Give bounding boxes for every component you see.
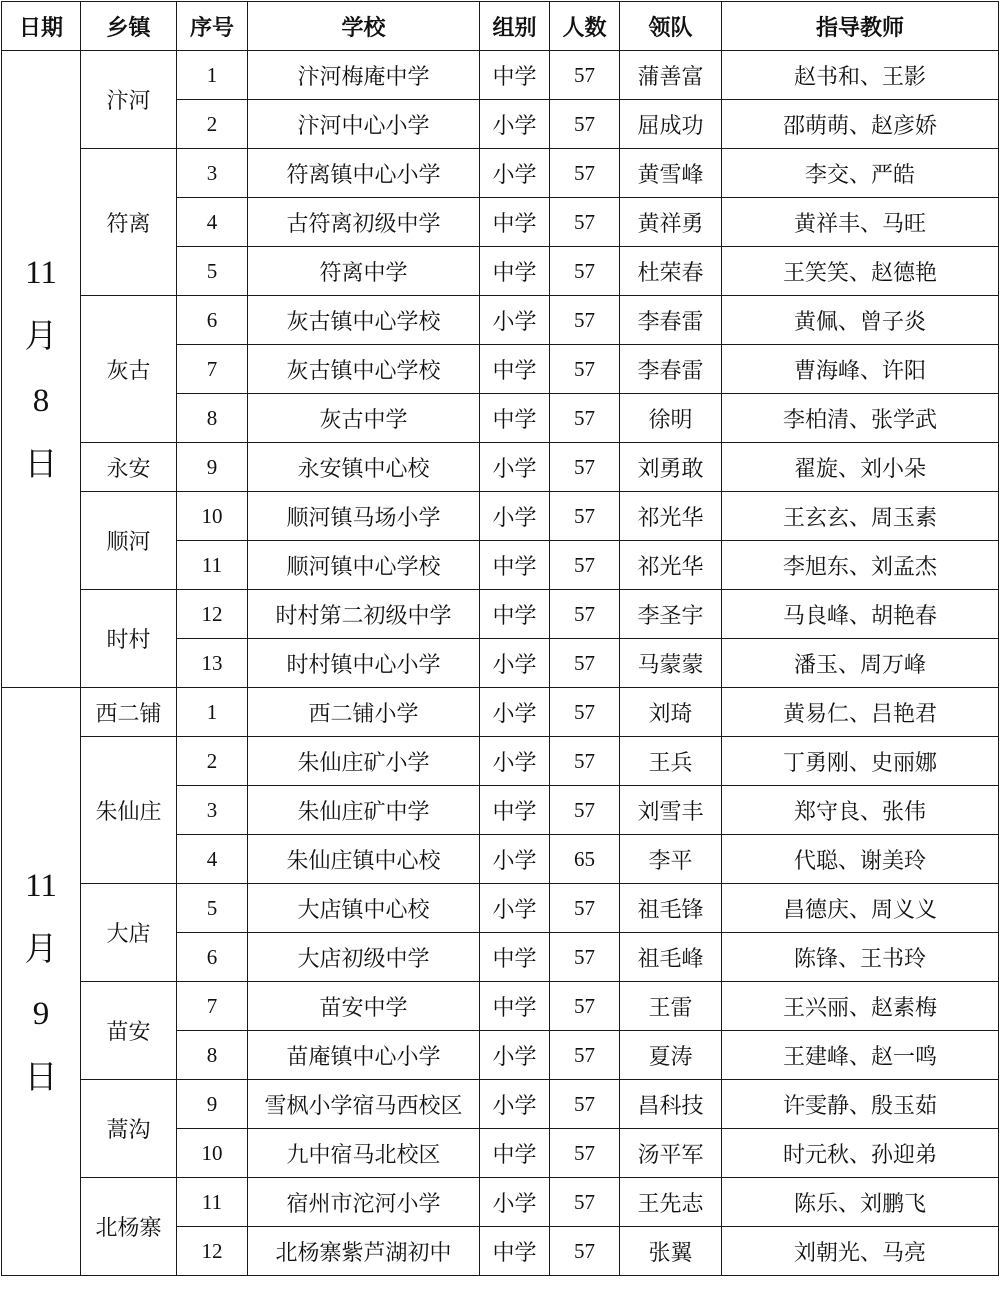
- school-cell: 符离中学: [248, 247, 480, 296]
- header-teachers: 指导教师: [722, 2, 999, 51]
- group-cell: 小学: [480, 884, 550, 933]
- town-cell: 时村: [81, 590, 177, 688]
- seq-cell: 4: [177, 835, 248, 884]
- leader-cell: 夏涛: [620, 1031, 722, 1080]
- teachers-cell: 陈锋、王书玲: [722, 933, 999, 982]
- count-cell: 57: [550, 933, 620, 982]
- leader-cell: 王兵: [620, 737, 722, 786]
- school-cell: 顺河镇中心学校: [248, 541, 480, 590]
- school-cell: 宿州市沱河小学: [248, 1178, 480, 1227]
- teachers-cell: 昌德庆、周义义: [722, 884, 999, 933]
- table-row: [2, 590, 999, 639]
- teachers-cell: 丁勇刚、史丽娜: [722, 737, 999, 786]
- group-cell: 小学: [480, 443, 550, 492]
- count-cell: 57: [550, 394, 620, 443]
- group-cell: 小学: [480, 835, 550, 884]
- leader-cell: 李春雷: [620, 296, 722, 345]
- count-cell: 57: [550, 982, 620, 1031]
- seq-cell: 3: [177, 786, 248, 835]
- group-cell: 中学: [480, 590, 550, 639]
- town-cell: 永安: [81, 443, 177, 492]
- count-cell: 57: [550, 149, 620, 198]
- count-cell: 57: [550, 100, 620, 149]
- teachers-cell: 黄易仁、吕艳君: [722, 688, 999, 737]
- count-cell: 57: [550, 443, 620, 492]
- date-line: 11: [25, 867, 57, 904]
- leader-cell: 马蒙蒙: [620, 639, 722, 688]
- count-cell: 57: [550, 541, 620, 590]
- table-row: [2, 982, 999, 1031]
- table-row: [2, 492, 999, 541]
- teachers-cell: 黄祥丰、马旺: [722, 198, 999, 247]
- leader-cell: 王雷: [620, 982, 722, 1031]
- teachers-cell: 马良峰、胡艳春: [722, 590, 999, 639]
- leader-cell: 昌科技: [620, 1080, 722, 1129]
- date-line: 月: [24, 319, 58, 355]
- count-cell: 57: [550, 296, 620, 345]
- teachers-cell: 王玄玄、周玉素: [722, 492, 999, 541]
- seq-cell: 7: [177, 345, 248, 394]
- school-cell: 苗庵镇中心小学: [248, 1031, 480, 1080]
- school-cell: 永安镇中心校: [248, 443, 480, 492]
- group-cell: 中学: [480, 198, 550, 247]
- leader-cell: 张翼: [620, 1227, 722, 1276]
- town-cell: 大店: [81, 884, 177, 982]
- group-cell: 小学: [480, 639, 550, 688]
- group-cell: 中学: [480, 51, 550, 100]
- seq-cell: 7: [177, 982, 248, 1031]
- leader-cell: 蒲善富: [620, 51, 722, 100]
- seq-cell: 1: [177, 688, 248, 737]
- school-cell: 大店镇中心校: [248, 884, 480, 933]
- header-date: 日期: [2, 2, 81, 51]
- seq-cell: 12: [177, 1227, 248, 1276]
- school-cell: 灰古镇中心学校: [248, 345, 480, 394]
- leader-cell: 黄雪峰: [620, 149, 722, 198]
- teachers-cell: 翟旋、刘小朵: [722, 443, 999, 492]
- school-cell: 灰古镇中心学校: [248, 296, 480, 345]
- town-cell: 顺河: [81, 492, 177, 590]
- seq-cell: 10: [177, 492, 248, 541]
- school-cell: 汴河中心小学: [248, 100, 480, 149]
- teachers-cell: 赵书和、王影: [722, 51, 999, 100]
- seq-cell: 6: [177, 933, 248, 982]
- count-cell: 57: [550, 688, 620, 737]
- teachers-cell: 刘朝光、马亮: [722, 1227, 999, 1276]
- leader-cell: 李圣宇: [620, 590, 722, 639]
- count-cell: 57: [550, 884, 620, 933]
- leader-cell: 祁光华: [620, 541, 722, 590]
- count-cell: 57: [550, 737, 620, 786]
- school-cell: 时村镇中心小学: [248, 639, 480, 688]
- table-row: [2, 149, 999, 198]
- group-cell: 中学: [480, 786, 550, 835]
- leader-cell: 李春雷: [620, 345, 722, 394]
- table-row: [2, 296, 999, 345]
- count-cell: 57: [550, 590, 620, 639]
- table-body: [2, 51, 999, 1276]
- leader-cell: 李平: [620, 835, 722, 884]
- count-cell: 57: [550, 198, 620, 247]
- seq-cell: 8: [177, 1031, 248, 1080]
- group-cell: 中学: [480, 933, 550, 982]
- school-cell: 时村第二初级中学: [248, 590, 480, 639]
- date-cell: [2, 51, 81, 688]
- group-cell: 中学: [480, 982, 550, 1031]
- count-cell: 57: [550, 345, 620, 394]
- count-cell: 57: [550, 247, 620, 296]
- table-row: [2, 51, 999, 100]
- table-row: [2, 737, 999, 786]
- seq-cell: 11: [177, 541, 248, 590]
- teachers-cell: 黄佩、曾子炎: [722, 296, 999, 345]
- count-cell: 57: [550, 1178, 620, 1227]
- leader-cell: 屈成功: [620, 100, 722, 149]
- count-cell: 57: [550, 1080, 620, 1129]
- group-cell: 小学: [480, 296, 550, 345]
- count-cell: 57: [550, 1129, 620, 1178]
- school-cell: 顺河镇马场小学: [248, 492, 480, 541]
- seq-cell: 5: [177, 884, 248, 933]
- seq-cell: 8: [177, 394, 248, 443]
- group-cell: 小学: [480, 492, 550, 541]
- header-group: 组别: [480, 2, 550, 51]
- header-count: 人数: [550, 2, 620, 51]
- teachers-cell: 王建峰、赵一鸣: [722, 1031, 999, 1080]
- group-cell: 中学: [480, 394, 550, 443]
- leader-cell: 刘勇敢: [620, 443, 722, 492]
- school-cell: 古符离初级中学: [248, 198, 480, 247]
- header-row: [2, 2, 999, 51]
- teachers-cell: 代聪、谢美玲: [722, 835, 999, 884]
- leader-cell: 徐明: [620, 394, 722, 443]
- school-cell: 朱仙庄矿小学: [248, 737, 480, 786]
- seq-cell: 4: [177, 198, 248, 247]
- group-cell: 小学: [480, 149, 550, 198]
- leader-cell: 杜荣春: [620, 247, 722, 296]
- date-line: 月: [24, 931, 58, 968]
- seq-cell: 12: [177, 590, 248, 639]
- group-cell: 中学: [480, 1129, 550, 1178]
- leader-cell: 刘雪丰: [620, 786, 722, 835]
- header-seq: 序号: [177, 2, 248, 51]
- date-line: 11: [25, 255, 57, 291]
- teachers-cell: 陈乐、刘鹏飞: [722, 1178, 999, 1227]
- seq-cell: 10: [177, 1129, 248, 1178]
- leader-cell: 刘琦: [620, 688, 722, 737]
- date-line: 日: [24, 447, 58, 483]
- leader-cell: 祁光华: [620, 492, 722, 541]
- leader-cell: 汤平军: [620, 1129, 722, 1178]
- teachers-cell: 曹海峰、许阳: [722, 345, 999, 394]
- school-cell: 大店初级中学: [248, 933, 480, 982]
- group-cell: 中学: [480, 247, 550, 296]
- table-row: [2, 443, 999, 492]
- count-cell: 65: [550, 835, 620, 884]
- seq-cell: 2: [177, 100, 248, 149]
- group-cell: 小学: [480, 1080, 550, 1129]
- seq-cell: 11: [177, 1178, 248, 1227]
- group-cell: 中学: [480, 1227, 550, 1276]
- seq-cell: 3: [177, 149, 248, 198]
- date-line: 8: [32, 383, 50, 419]
- teachers-cell: 李旭东、刘孟杰: [722, 541, 999, 590]
- seq-cell: 13: [177, 639, 248, 688]
- group-cell: 中学: [480, 541, 550, 590]
- count-cell: 57: [550, 492, 620, 541]
- count-cell: 57: [550, 786, 620, 835]
- leader-cell: 祖毛峰: [620, 933, 722, 982]
- count-cell: 57: [550, 1031, 620, 1080]
- leader-cell: 黄祥勇: [620, 198, 722, 247]
- town-cell: 灰古: [81, 296, 177, 443]
- school-cell: 西二铺小学: [248, 688, 480, 737]
- date-line: 日: [24, 1059, 58, 1096]
- teachers-cell: 许雯静、殷玉茹: [722, 1080, 999, 1129]
- seq-cell: 9: [177, 443, 248, 492]
- group-cell: 小学: [480, 1031, 550, 1080]
- date-cell: [2, 688, 81, 1276]
- header-town: 乡镇: [81, 2, 177, 51]
- seq-cell: 2: [177, 737, 248, 786]
- header-leader: 领队: [620, 2, 722, 51]
- town-cell: 汴河: [81, 51, 177, 149]
- school-cell: 苗安中学: [248, 982, 480, 1031]
- school-cell: 灰古中学: [248, 394, 480, 443]
- leader-cell: 王先志: [620, 1178, 722, 1227]
- table-row: [2, 688, 999, 737]
- teachers-cell: 时元秋、孙迎弟: [722, 1129, 999, 1178]
- teachers-cell: 王兴丽、赵素梅: [722, 982, 999, 1031]
- teachers-cell: 潘玉、周万峰: [722, 639, 999, 688]
- group-cell: 小学: [480, 737, 550, 786]
- seq-cell: 9: [177, 1080, 248, 1129]
- school-cell: 北杨寨紫芦湖初中: [248, 1227, 480, 1276]
- school-cell: 九中宿马北校区: [248, 1129, 480, 1178]
- teachers-cell: 李柏清、张学武: [722, 394, 999, 443]
- table-row: [2, 1178, 999, 1227]
- teachers-cell: 邵萌萌、赵彦娇: [722, 100, 999, 149]
- group-cell: 小学: [480, 100, 550, 149]
- group-cell: 中学: [480, 345, 550, 394]
- school-cell: 朱仙庄镇中心校: [248, 835, 480, 884]
- leader-cell: 祖毛锋: [620, 884, 722, 933]
- table-row: [2, 1080, 999, 1129]
- count-cell: 57: [550, 51, 620, 100]
- teachers-cell: 王笑笑、赵德艳: [722, 247, 999, 296]
- town-cell: 北杨寨: [81, 1178, 177, 1276]
- seq-cell: 6: [177, 296, 248, 345]
- town-cell: 符离: [81, 149, 177, 296]
- count-cell: 57: [550, 1227, 620, 1276]
- group-cell: 小学: [480, 688, 550, 737]
- school-cell: 雪枫小学宿马西校区: [248, 1080, 480, 1129]
- schedule-table: [1, 1, 999, 1276]
- count-cell: 57: [550, 639, 620, 688]
- town-cell: 西二铺: [81, 688, 177, 737]
- school-cell: 汴河梅庵中学: [248, 51, 480, 100]
- seq-cell: 5: [177, 247, 248, 296]
- town-cell: 蒿沟: [81, 1080, 177, 1178]
- date-line: 9: [32, 995, 50, 1032]
- school-cell: 朱仙庄矿中学: [248, 786, 480, 835]
- teachers-cell: 郑守良、张伟: [722, 786, 999, 835]
- header-school: 学校: [248, 2, 480, 51]
- teachers-cell: 李交、严皓: [722, 149, 999, 198]
- school-cell: 符离镇中心小学: [248, 149, 480, 198]
- seq-cell: 1: [177, 51, 248, 100]
- group-cell: 小学: [480, 1178, 550, 1227]
- town-cell: 朱仙庄: [81, 737, 177, 884]
- table-row: [2, 884, 999, 933]
- town-cell: 苗安: [81, 982, 177, 1080]
